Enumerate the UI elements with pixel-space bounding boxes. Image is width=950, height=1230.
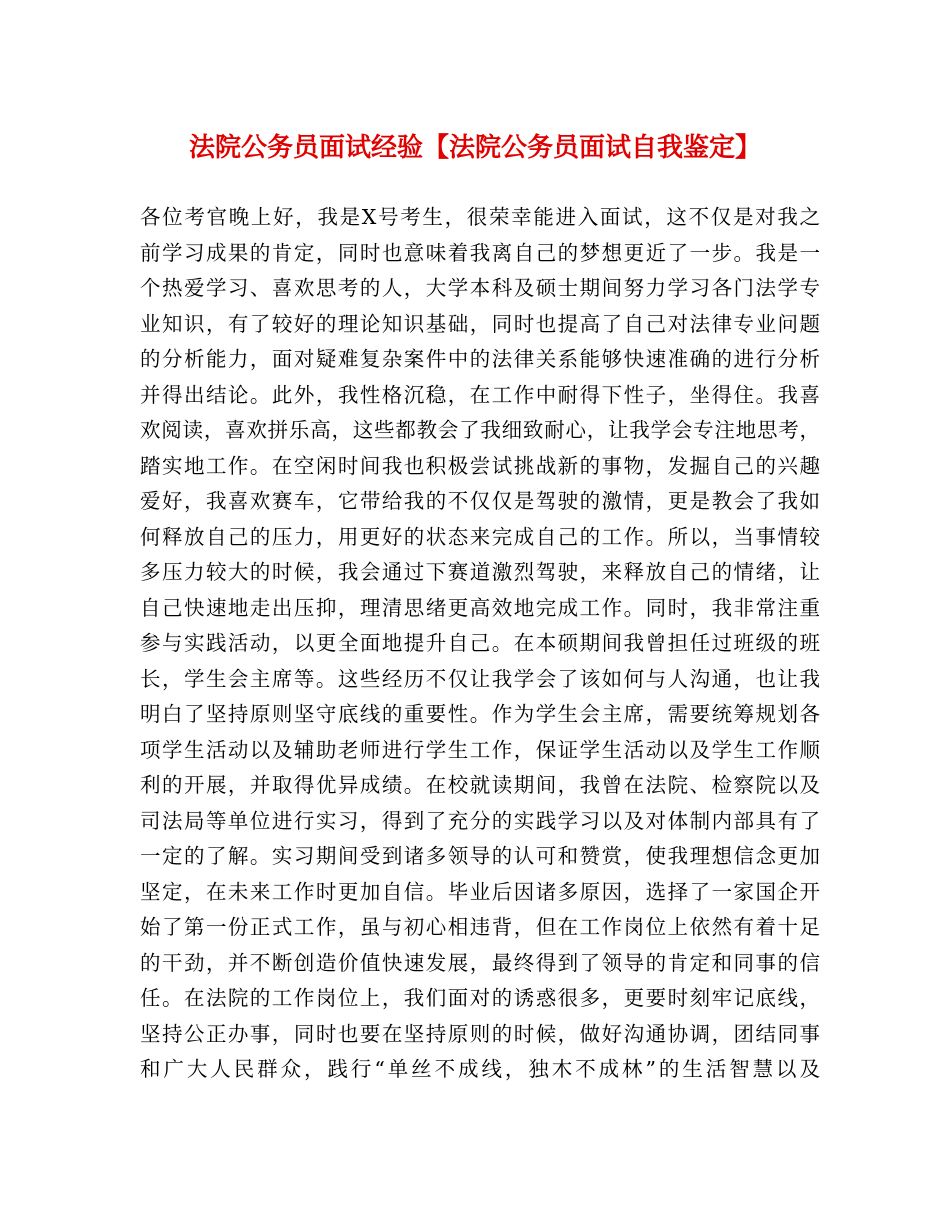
paragraph-line: 的分析能力，面对疑难复杂案件中的法律关系能够快速准确的进行分析 <box>140 347 820 371</box>
paragraph-line: 始了第一份正式工作，虽与初心相违背，但在工作岗位上依然有着十足 <box>140 915 820 939</box>
paragraph-line: 自己快速地走出压抑，理清思绪更高效地完成工作。同时，我非常注重 <box>140 595 820 620</box>
paragraph-line: 长，学生会主席等。这些经历不仅让我学会了该如何与人沟通，也让我 <box>140 666 820 691</box>
paragraph-line: 一定的了解。实习期间受到诸多领导的认可和赞赏，使我理想信念更加 <box>140 844 820 868</box>
paragraph-line: 任。在法院的工作岗位上，我们面对的诱惑很多，更要时刻牢记底线， <box>140 986 820 1010</box>
paragraph-line: 业知识，有了较好的理论知识基础，同时也提高了自己对法律专业问题 <box>140 311 820 336</box>
paragraph-line: 司法局等单位进行实习，得到了充分的实践学习以及对体制内部具有了 <box>140 808 820 833</box>
paragraph-line: 坚定，在未来工作时更加自信。毕业后因诸多原因，选择了一家国企开 <box>140 879 820 904</box>
paragraph-line: 多压力较大的时候，我会通过下赛道激烈驾驶，来释放自己的情绪，让 <box>140 560 820 584</box>
paragraph-line: 明白了坚持原则坚守底线的重要性。作为学生会主席，需要统筹规划各 <box>140 702 820 726</box>
paragraph-line: 个热爱学习、喜欢思考的人，大学本科及硕士期间努力学习各门法学专 <box>140 276 820 300</box>
paragraph-line: 项学生活动以及辅助老师进行学生工作，保证学生活动以及学生工作顺 <box>140 737 820 762</box>
paragraph-line: 欢阅读，喜欢拼乐高，这些都教会了我细致耐心，让我学会专注地思考， <box>140 418 820 442</box>
paragraph-line: 坚持公正办事，同时也要在坚持原则的时候，做好沟通协调，团结同事 <box>140 1021 820 1046</box>
document-body <box>140 200 820 1088</box>
paragraph-line: 前学习成果的肯定，同时也意味着我离自己的梦想更近了一步。我是一 <box>140 240 820 265</box>
paragraph-line: 踏实地工作。在空闲时间我也积极尝试挑战新的事物，发掘自己的兴趣 <box>140 453 820 478</box>
paragraph-line: 的干劲，并不断创造价值快速发展，最终得到了领导的肯定和同事的信 <box>140 950 820 975</box>
paragraph-line: 利的开展，并取得优异成绩。在校就读期间，我曾在法院、检察院以及 <box>140 773 820 797</box>
document-title: 法院公务员面试经验【法院公务员面试自我鉴定】 <box>188 133 761 163</box>
paragraph-line: 各位考官晚上好，我是X号考生，很荣幸能进入面试，这不仅是对我之 <box>140 205 820 229</box>
paragraph-line: 和广大人民群众，践行“单丝不成线，独木不成林”的生活智慧以及 <box>140 1057 820 1081</box>
paragraph-line: 爱好，我喜欢赛车，它带给我的不仅仅是驾驶的激情，更是教会了我如 <box>140 489 820 513</box>
paragraph-line: 参与实践活动，以更全面地提升自己。在本硕期间我曾担任过班级的班 <box>140 631 820 655</box>
paragraph-line: 何释放自己的压力，用更好的状态来完成自己的工作。所以，当事情较 <box>140 524 820 549</box>
paragraph-line: 并得出结论。此外，我性格沉稳，在工作中耐得下性子，坐得住。我喜 <box>140 382 820 407</box>
